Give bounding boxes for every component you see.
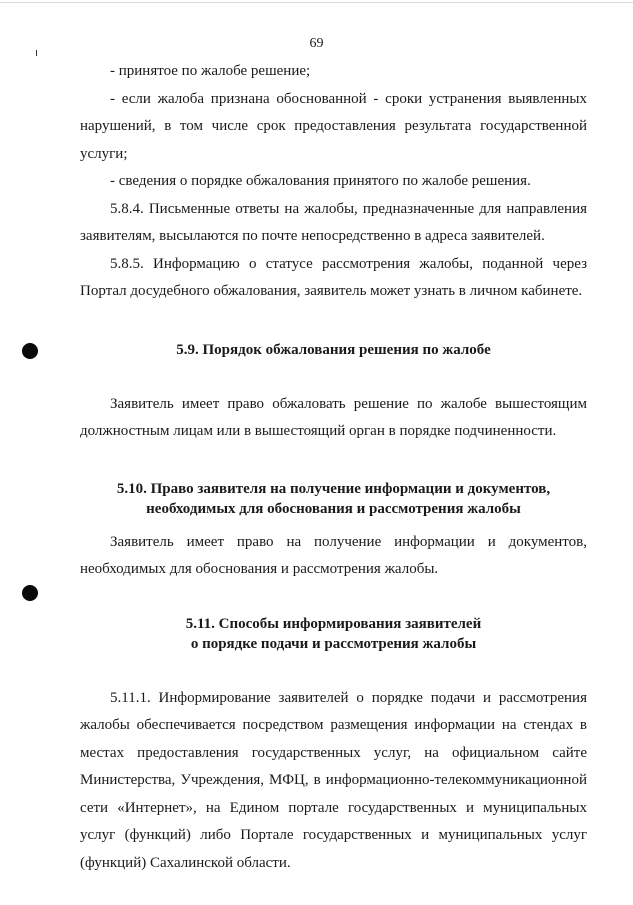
paragraph: 5.8.4. Письменные ответы на жалобы, предназначенные для направления заявителям, высылаются по почте непосредственно в адреса заявителей.	[80, 200, 587, 244]
paragraph: - принятое по жалобе решение;	[110, 63, 311, 79]
section-text-5-10: Заявитель имеет право на получение информации и документов, необходимых для обоснования и рассмотрения жалобы.	[80, 533, 587, 577]
section-text-5-9: Заявитель имеет право обжаловать решение по жалобе вышестоящим должностным лицам или в вышестоящий орган в порядке подчиненности.	[80, 395, 587, 439]
paragraph: 5.8.5. Информацию о статусе рассмотрения жалобы, поданной через Портал досудебного обжалования, заявитель может узнать в личном кабинете.	[80, 255, 587, 299]
document-body	[80, 58, 587, 877]
heading-line: 5.11. Способы информирования заявителей	[185, 615, 482, 632]
paragraph: - если жалоба признана обоснованной - сроки устранения выявленных нарушений, в том числе срок предоставления результата государственной услуги;	[80, 90, 587, 162]
heading-line: 5.10. Право заявителя на получение информации и документов,	[116, 480, 551, 497]
page-number: 69	[309, 36, 324, 51]
binding-hole-top	[22, 343, 38, 359]
heading-line: 5.9. Порядок обжалования решения по жалобе	[176, 341, 491, 358]
heading-line: о порядке подачи и рассмотрения жалобы	[190, 635, 477, 652]
binding-hole-bottom	[22, 585, 38, 601]
section-text-5-11: 5.11.1. Информирование заявителей о порядке подачи и рассмотрения жалобы обеспечивается посредством размещения информации на стендах в местах предоставления государственных услуг, на официальном сайте Министерства, Учреждения, МФЦ, в информационно-телекоммуникационной сети «Интернет», на Едином портале государственных и муниципальных услуг (функций) либо Портале государственных и муниципальных услуг (функций) Сахалинской области.	[80, 689, 587, 871]
scan-edge-line	[0, 2, 633, 3]
paragraph: - сведения о порядке обжалования принятого по жалобе решения.	[110, 173, 531, 189]
heading-line: необходимых для обоснования и рассмотрения жалобы	[146, 500, 521, 517]
section-heading-5-9	[80, 340, 587, 360]
section-heading-5-11	[80, 614, 587, 654]
section-heading-5-10	[80, 479, 587, 519]
